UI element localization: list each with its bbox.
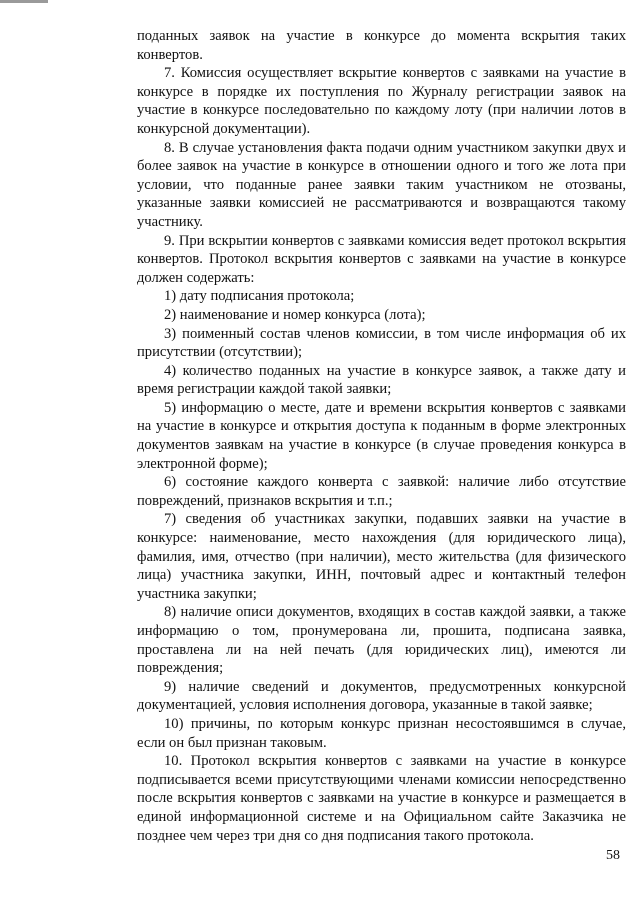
list-item-4: 4) количество поданных на участие в конкурсе заявок, а также дату и время регистрации каждой такой заявки; (137, 362, 626, 398)
list-item-5: 5) информацию о месте, дате и времени вскрытия конвертов с заявками на участие в конкурсе и открытия доступа к поданным в форме электронных документов заявкам на участие в конкурсе (в случае проведения конкурса в электронной форме); (137, 399, 626, 472)
list-item-8: 8) наличие описи документов, входящих в состав каждой заявки, а также информацию о том, пронумерована ли, прошита, подписана заявка, проставлена ли на ней печать (для юридических лиц), имеются ли повреждения; (137, 604, 626, 677)
list-item-10: 10) причины, по которым конкурс признан несостоявшимся в случае, если он был признан таковым. (137, 715, 626, 751)
list-item-2: 2) наименование и номер конкурса (лота); (164, 306, 426, 323)
list-item-7: 7) сведения об участниках закупки, подавших заявки на участие в конкурсе: наименование, место нахождения (для юридического лица), фамилия, имя, отчество (при наличии), место жительства (для физического лица) участника закупки, ИНН, почтовый адрес и контактный телефон участника закупки; (137, 511, 626, 602)
document-body (137, 27, 626, 845)
list-item-3: 3) поименный состав членов комиссии, в том числе информация об их присутствии (отсутствии); (137, 325, 626, 361)
paragraph-continuation: поданных заявок на участие в конкурсе до момента вскрытия таких конвертов. (137, 28, 626, 63)
list-item-1: 1) дату подписания протокола; (164, 288, 355, 305)
scan-edge-mark (0, 0, 48, 3)
paragraph-clause-10: 10. Протокол вскрытия конвертов с заявками на участие в конкурсе подписывается всеми присутствующими членами комиссии непосредственно после вскрытия конвертов с заявками на участие в конкурсе и размещается в единой информационной системе и на Официальном сайте Заказчика не позднее чем через три дня со дня подписания такого протокола. (137, 753, 626, 844)
page-number: 58 (606, 848, 620, 863)
paragraph-clause-9: 9. При вскрытии конвертов с заявками комиссия ведет протокол вскрытия конвертов. Протокол вскрытия конвертов с заявками на участие в конкурсе должен содержать: (137, 232, 626, 286)
list-item-9: 9) наличие сведений и документов, предусмотренных конкурсной документацией, условия исполнения договора, указанные в такой заявке; (137, 678, 626, 714)
list-item-6: 6) состояние каждого конверта с заявкой: наличие либо отсутствие повреждений, признаков вскрытия и т.п.; (137, 474, 626, 509)
paragraph-clause-8: 8. В случае установления факта подачи одним участником закупки двух и более заявок на участие в конкурсе в отношении одного и того же лота при условии, что поданные ранее заявки таким участником не отозваны, указанные заявки комиссией не рассматриваются и возвращаются такому участнику. (137, 139, 626, 230)
paragraph-clause-7: 7. Комиссия осуществляет вскрытие конвертов с заявками на участие в конкурсе в порядке их поступления по Журналу регистрации заявок на участие в конкурсе последовательно по каждому лоту (при наличии лотов в конкурсной документации). (137, 65, 626, 137)
